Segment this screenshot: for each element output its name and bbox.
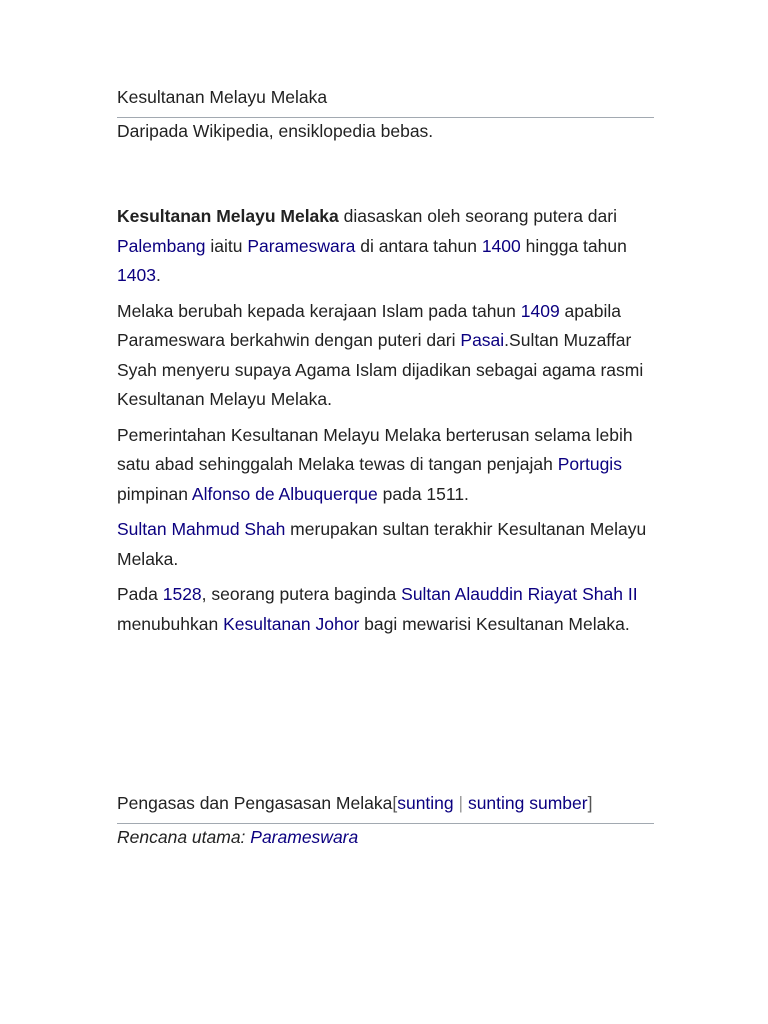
paragraph-portugis [117,421,654,510]
section-heading [117,792,654,814]
link-main-article-parameswara[interactable]: Parameswara [250,827,359,847]
link-year-1409[interactable]: 1409 [520,300,560,321]
text-fragment: Pada [117,584,163,604]
text-fragment: bagi mewarisi Kesultanan Melaka. [359,613,630,634]
edit-source-link[interactable]: sunting sumber [467,793,588,813]
title-divider [117,117,654,118]
page-title: Kesultanan Melayu Melaka [117,87,328,107]
link-portugis[interactable]: Portugis [557,454,622,474]
edit-bracket-open: [ [392,793,398,813]
text-fragment: .Sultan Muzaffar Syah menyeru supaya Agama Islam dijadikan sebagai agama rasmi Kesultanan Melayu Melaka. [117,330,644,409]
link-sultan-alauddin[interactable]: Sultan Alauddin Riayat Shah II [401,584,638,604]
text-fragment: diasaskan oleh seorang putera dari [338,206,617,226]
text-fragment: di antara tahun [355,235,482,256]
main-article-hatnote [117,826,358,848]
link-palembang[interactable]: Palembang [117,235,206,256]
paragraph-johor [117,580,654,639]
text-fragment: Melaka berubah kepada kerajaan Islam pada tahun [117,300,521,321]
paragraph-islam [117,297,654,415]
text-fragment: . [155,265,161,285]
site-subtitle: Daripada Wikipedia, ensiklopedia bebas. [117,121,434,141]
text-fragment: pimpinan [117,483,192,504]
article-body [117,202,654,645]
paragraph-mahmud [117,515,654,574]
text-fragment: hingga tahun [520,235,627,256]
link-year-1403[interactable]: 1403 [117,265,156,285]
text-fragment: , seorang putera baginda [201,584,402,604]
section-heading-text: Pengasas dan Pengasasan Melaka [117,793,393,813]
text-fragment: menubuhkan [117,613,224,634]
link-pasai[interactable]: Pasai [460,330,505,350]
link-year-1528[interactable]: 1528 [162,584,202,604]
link-parameswara[interactable]: Parameswara [247,235,356,256]
section-divider [117,823,654,824]
link-sultan-mahmud-shah[interactable]: Sultan Mahmud Shah [117,519,286,539]
paragraph-intro [117,202,654,291]
edit-section-link[interactable]: sunting [397,793,454,813]
link-kesultanan-johor[interactable]: Kesultanan Johor [223,613,360,634]
text-fragment: apabila Parameswara berkahwin dengan puteri dari [117,300,621,350]
article-subject-bold: Kesultanan Melayu Melaka [117,206,339,226]
link-year-1400[interactable]: 1400 [481,235,521,256]
edit-bracket-close: ] [587,793,593,813]
text-fragment: Pemerintahan Kesultanan Melayu Melaka berterusan selama lebih satu abad sehinggalah Melaka tewas di tangan penjajah [117,424,633,474]
text-fragment: pada 1511. [377,483,469,504]
hatnote-prefix: Rencana utama: [117,827,251,847]
link-albuquerque[interactable]: Alfonso de Albuquerque [191,483,378,504]
edit-separator: | [453,793,468,813]
text-fragment: merupakan sultan terakhir Kesultanan Melayu Melaka. [117,519,647,569]
text-fragment: iaitu [205,235,248,256]
